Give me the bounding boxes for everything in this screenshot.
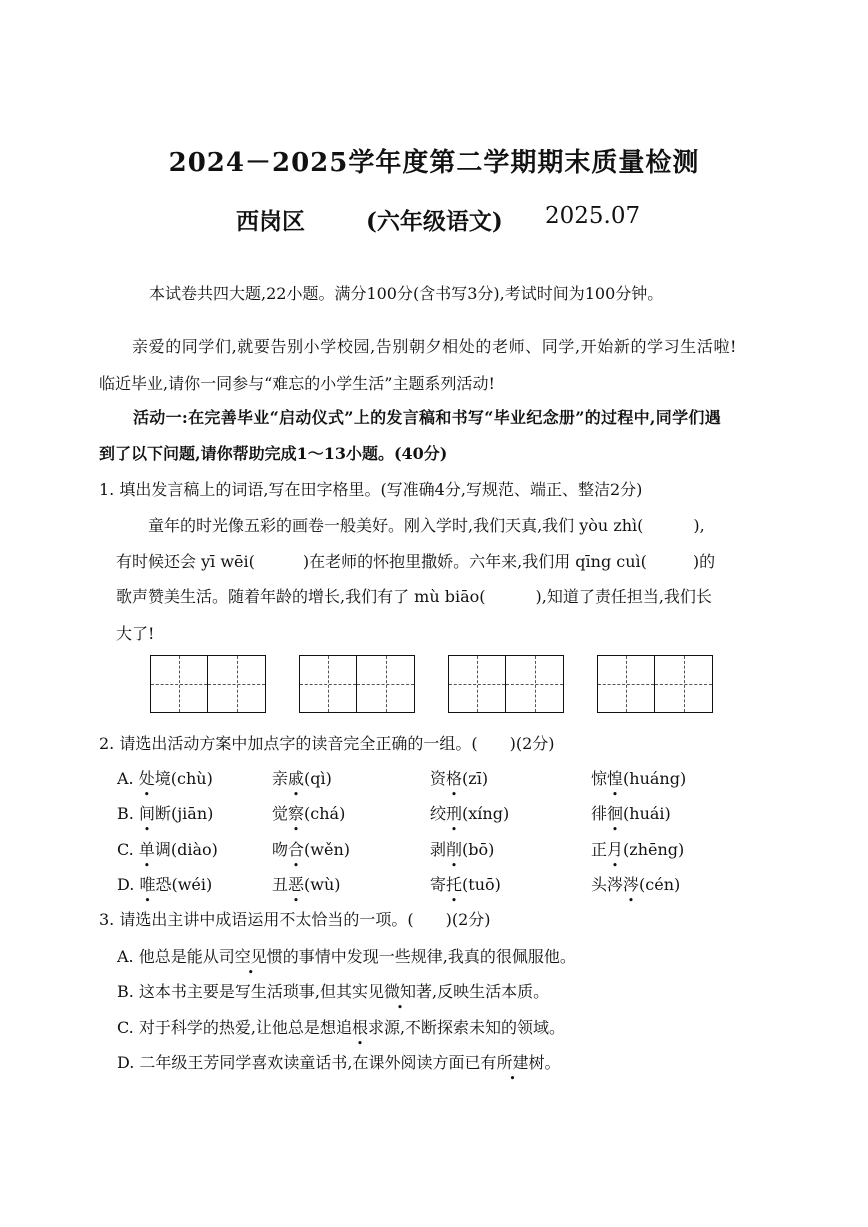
option-char: 亲 [272, 769, 289, 788]
answer-grid-2[interactable] [299, 655, 415, 713]
option-text: D. 二年级王芳同学喜欢读童话书,在课外阅读方面已 [117, 1053, 481, 1072]
option-text: 调(diào) [154, 840, 218, 859]
option-text: ,反映生活本质。 [432, 982, 550, 1001]
activity-1-line-1: 活动一:在完善毕业“启动仪式”上的发言稿和书写“毕业纪念册”的过程中,同学们遇 [133, 408, 721, 427]
option-text: (bō) [462, 840, 495, 859]
q3-option-b[interactable] [117, 979, 549, 1002]
q1-text-2b: )在老师的怀抱里撒娇。六年来,我们用 qīng cuì( [302, 552, 647, 571]
dotted-char: 削 [446, 840, 463, 859]
dotted-char: 月 [607, 840, 624, 859]
q2-option-c-3 [430, 837, 494, 860]
question-1-stem: 1. 填出发言稿上的词语,写在田字格里。(写准确4分,写规范、端正、整洁2分) [99, 480, 643, 499]
answer-grid-4[interactable] [597, 655, 713, 713]
dotted-char: 涔 [623, 875, 640, 894]
q2-option-a-3 [430, 766, 488, 789]
option-text: (zī) [462, 769, 489, 788]
option-text: 。 [544, 1053, 561, 1072]
option-char: 觉 [272, 804, 289, 823]
district-label: 西岗区 [236, 208, 305, 235]
q2-option-c-2 [272, 837, 350, 860]
option-text: (zhēng) [623, 840, 685, 859]
option-text: 的事情中发现一些规律,我真的很佩服他。 [282, 947, 576, 966]
option-text: (chá) [304, 804, 346, 823]
option-text: B. 这本书主要是写生活琐事,但其实 [117, 982, 369, 1001]
option-char: 剥 [430, 840, 447, 859]
q1-text-1b: ), [693, 516, 705, 535]
q2-option-d-3 [430, 872, 501, 895]
option-char: 正 [591, 840, 608, 859]
greeting-line-2: 临近毕业,请你一同参与“难忘的小学生活”主题系列活动! [99, 374, 495, 393]
q2-option-c-4 [591, 837, 684, 860]
question-3-stem: 3. 请选出主讲中成语运用不太恰当的一项。( )(2分) [99, 910, 491, 929]
option-letter: C. [117, 840, 139, 859]
q2-option-d-4 [591, 872, 680, 895]
q2-option-b-2 [272, 801, 345, 824]
option-text: (tuō) [462, 875, 501, 894]
option-text: 恐(wéi) [155, 875, 213, 894]
q2-option-d[interactable] [117, 872, 212, 895]
answer-grid-1[interactable] [150, 655, 266, 713]
q2-option-b-4 [591, 801, 671, 824]
dotted-char: 戚 [288, 769, 305, 788]
option-char: 惊 [591, 769, 608, 788]
q1-text-2a: 有时候还会 yī wēi( [116, 552, 255, 571]
q2-option-a[interactable] [117, 766, 213, 789]
subject-label: (六年级语文) [366, 208, 503, 235]
greeting-line-1: 亲爱的同学们,就要告别小学校园,告别朝夕相处的老师、同学,开始新的学习生活啦! [132, 337, 738, 356]
exam-intro: 本试卷共四大题,22小题。满分100分(含书写3分),考试时间为100分钟。 [149, 284, 664, 303]
option-char: 头涔 [591, 875, 624, 894]
idiom-text: 见微知著 [368, 982, 433, 1001]
q2-option-a-4 [591, 766, 686, 789]
answer-grid-3[interactable] [448, 655, 564, 713]
dotted-char: 处 [138, 769, 155, 788]
q1-passage-line-3 [116, 584, 712, 607]
q2-option-c[interactable] [117, 837, 218, 860]
q1-passage-line-4: 大了! [116, 624, 155, 643]
option-text: C. 对于科学的热爱,让他总是 [117, 1018, 320, 1037]
q3-option-a[interactable] [117, 944, 576, 967]
option-text: A. 他总是能从 [117, 947, 219, 966]
dotted-char: 合 [288, 840, 305, 859]
activity-1-line-2: 到了以下问题,请你帮助完成1～13小题。(40分) [99, 444, 448, 463]
option-text: (huáng) [623, 769, 687, 788]
dotted-char: 格 [446, 769, 463, 788]
option-letter: B. [117, 804, 139, 823]
dotted-char: 唯 [139, 875, 156, 894]
exam-date: 2025.07 [545, 203, 641, 229]
dotted-char: 徊 [607, 804, 624, 823]
option-char: 寄 [430, 875, 447, 894]
q2-option-a-2 [272, 766, 332, 789]
idiom-text: 有所建树 [480, 1053, 545, 1072]
q3-option-d[interactable] [117, 1050, 561, 1073]
q2-option-b[interactable] [117, 801, 213, 824]
option-char: 绞 [430, 804, 447, 823]
dotted-char: 恶 [288, 875, 305, 894]
idiom-text: 想追根求源 • [320, 1015, 400, 1038]
option-text: (xíng) [462, 804, 510, 823]
q1-passage-line-2 [116, 549, 715, 572]
q2-option-b-3 [430, 801, 509, 824]
option-letter: A. [117, 769, 139, 788]
option-char: 吻 [272, 840, 289, 859]
option-char: 丑 [272, 875, 289, 894]
option-char: 徘 [591, 804, 608, 823]
q2-option-d-2 [272, 872, 341, 895]
idiom-text: 司空见惯 [218, 947, 283, 966]
dotted-char: 托 [446, 875, 463, 894]
dotted-char: 间 [138, 804, 155, 823]
question-2-stem: 2. 请选出活动方案中加点字的读音完全正确的一组。( )(2分) [99, 734, 555, 753]
option-text: (qì) [304, 769, 332, 788]
dotted-char: 惶 [607, 769, 624, 788]
dotted-char: 单 [138, 840, 155, 859]
option-char: 资 [430, 769, 447, 788]
q1-text-1a: 童年的时光像五彩的画卷一般美好。刚入学时,我们天真,我们 yòu zhì( [148, 516, 644, 535]
q3-option-c[interactable] [117, 1015, 565, 1038]
q1-text-3b: ),知道了责任担当,我们长 [535, 587, 712, 606]
option-text: 境(chù) [154, 769, 213, 788]
option-text: ,不断探索未知的领域。 [399, 1018, 566, 1037]
option-text: (wěn) [304, 840, 350, 859]
option-letter: D. [117, 875, 140, 894]
option-text: (wù) [304, 875, 341, 894]
q1-text-2c: )的 [692, 552, 716, 571]
dotted-char: 察 [288, 804, 305, 823]
q1-passage-line-1 [148, 513, 705, 536]
option-text: (huái) [623, 804, 671, 823]
exam-title: 2024－2025学年度第二学期期末质量检测 [168, 148, 700, 178]
q1-text-3a: 歌声赞美生活。随着年龄的增长,我们有了 mù biāo( [116, 587, 486, 606]
option-text: 断(jiān) [154, 804, 214, 823]
option-text: (cén) [639, 875, 681, 894]
dotted-char: 刑 [446, 804, 463, 823]
